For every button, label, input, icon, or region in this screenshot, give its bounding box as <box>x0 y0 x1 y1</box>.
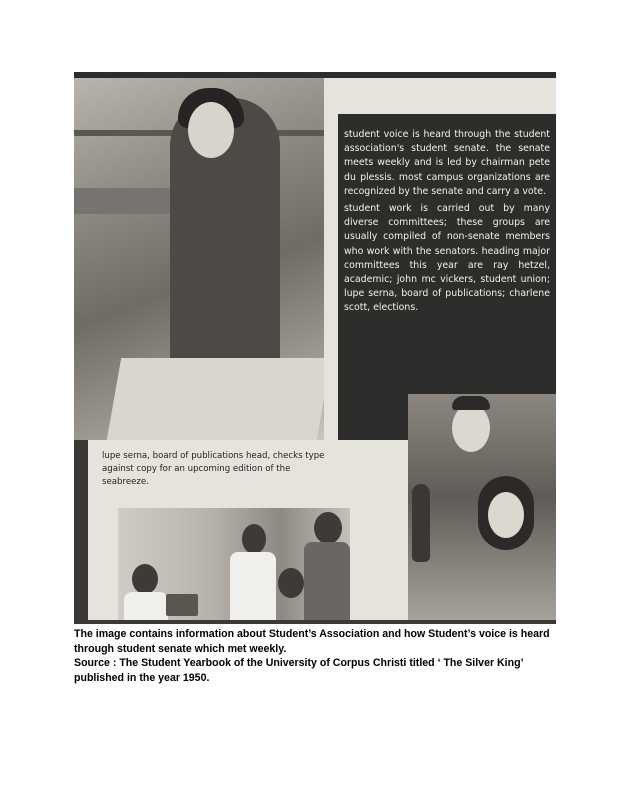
person-head <box>314 512 342 544</box>
photo-woman-at-type-table <box>74 78 324 440</box>
woman-face <box>188 102 234 158</box>
type-table <box>107 358 324 440</box>
person-body <box>304 542 350 624</box>
description-line-1: The image contains information about Student’s Association and how Student’s voice is heard through student senate which met weekly. <box>74 628 550 655</box>
scan-left-strip <box>74 440 88 624</box>
person-head <box>132 564 158 594</box>
desk-machine <box>166 594 198 616</box>
senate-paragraph-2: student work is carried out by many diverse committees; these groups are usually compiled of non-senate members who work with the senators. heading major committees this year are ray hetzel, academic; john mc vickers, student union; lupe serna, board of publications; charlene scott, elections. <box>344 203 550 314</box>
senate-text-box <box>338 114 556 440</box>
person-head <box>278 568 304 598</box>
man-hair <box>452 396 490 410</box>
yearbook-page-scan <box>74 72 556 624</box>
man-face <box>452 404 490 452</box>
image-description <box>74 627 574 685</box>
description-line-2: Source : The Student Yearbook of the University of Corpus Christi titled ‘ The Silver King’ published in the year 1950. <box>74 657 523 684</box>
workbench <box>74 188 170 214</box>
photo-group-at-desk <box>118 508 350 624</box>
woman-face <box>488 492 524 538</box>
photo-man-and-woman <box>408 394 556 624</box>
photo-caption: lupe serna, board of publications head, checks type against copy for an upcoming edition of the seabreeze. <box>102 451 325 487</box>
senate-paragraph-1: student voice is heard through the student association's student senate. the senate meets weekly and is led by chairman pete du plessis. most campus organizations are recognized by the senate and carry a vote. <box>344 129 550 197</box>
person-body <box>230 552 276 624</box>
scan-bottom-edge <box>74 620 556 624</box>
vase <box>412 484 430 562</box>
person-head <box>242 524 266 554</box>
